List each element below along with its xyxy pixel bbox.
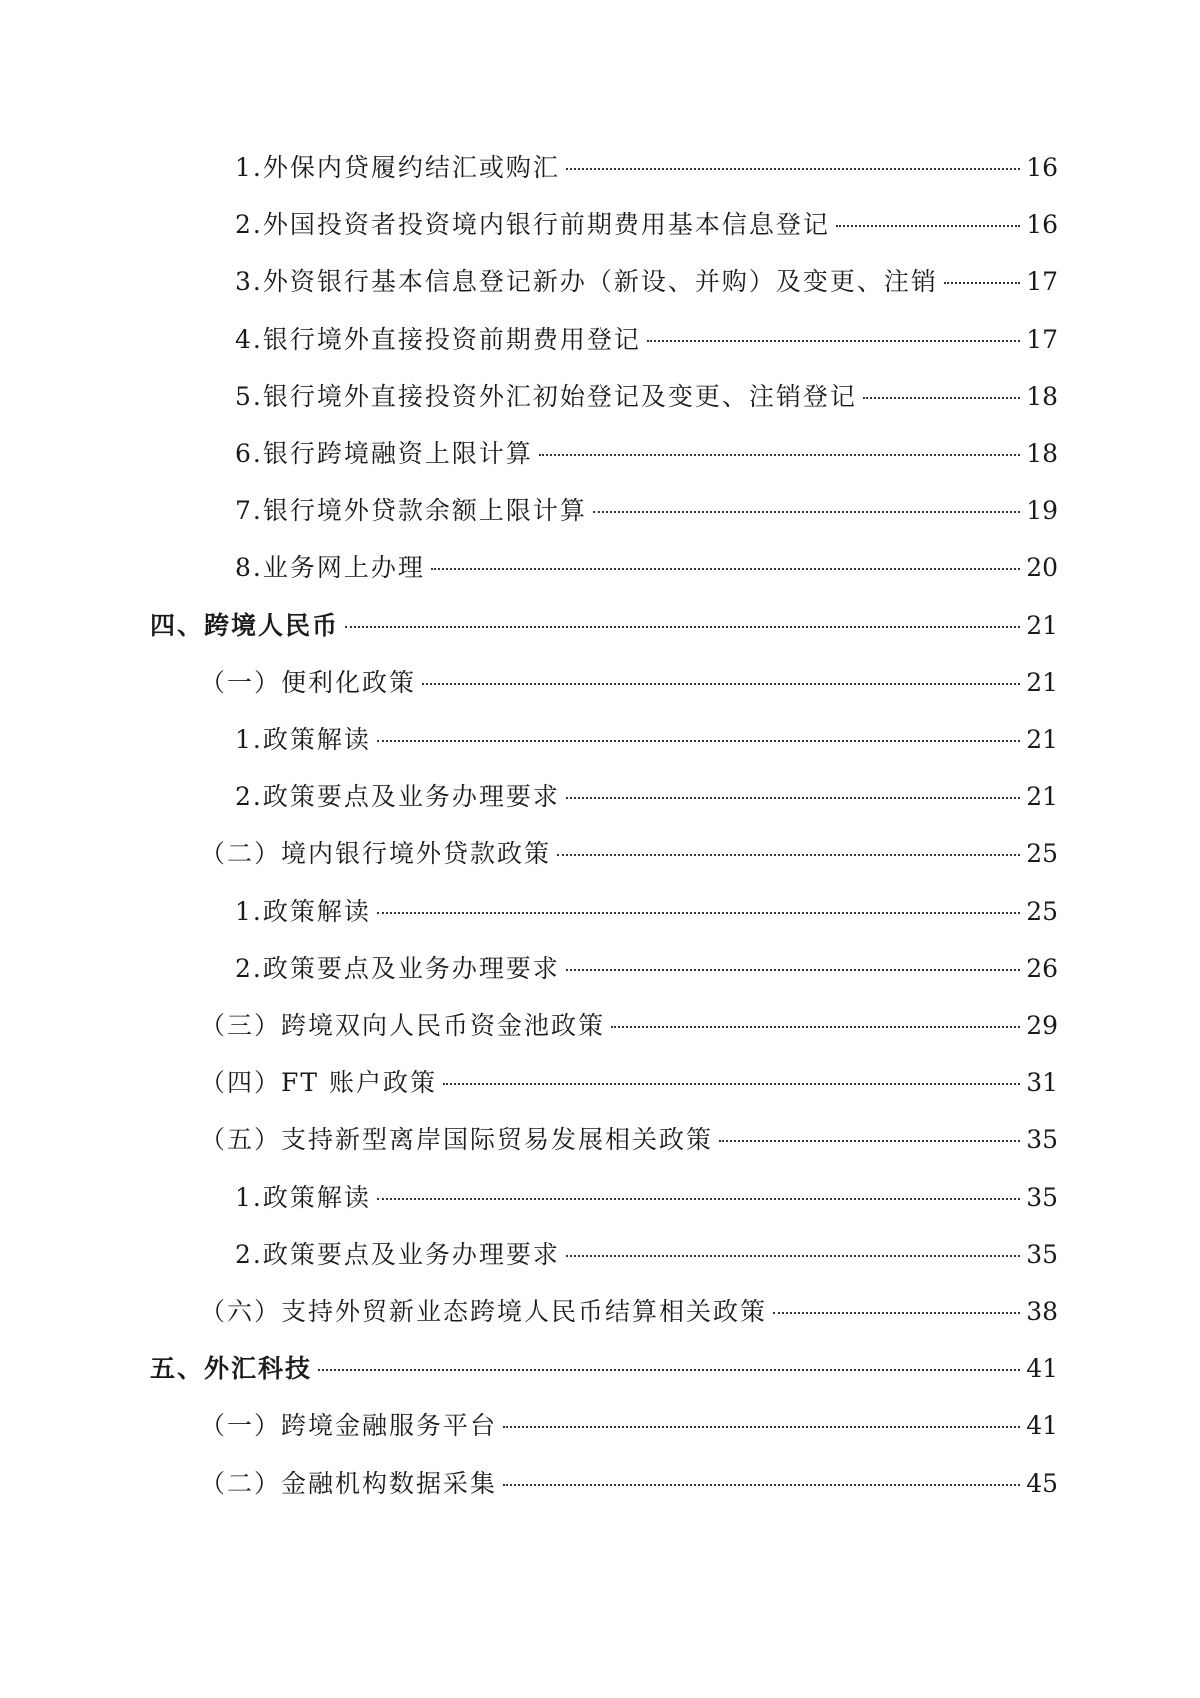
toc-entry-title: （一）跨境金融服务平台 xyxy=(200,1411,498,1440)
toc-entry[interactable] xyxy=(200,663,1058,703)
toc-entry[interactable] xyxy=(200,1120,1058,1160)
dot-leader xyxy=(593,511,1020,513)
toc-entry-page-number: 18 xyxy=(1026,382,1058,411)
toc-entry[interactable] xyxy=(200,1464,1058,1504)
dot-leader xyxy=(719,1140,1020,1142)
dot-leader xyxy=(557,854,1020,856)
toc-entry-page-number: 41 xyxy=(1026,1354,1058,1383)
toc-entry-page-number: 25 xyxy=(1026,897,1058,926)
toc-entry-title: 1.政策解读 xyxy=(235,1183,371,1212)
toc-entry[interactable] xyxy=(235,720,1058,760)
toc-entry[interactable] xyxy=(235,892,1058,932)
dot-leader xyxy=(422,683,1020,685)
toc-entry[interactable] xyxy=(235,205,1058,245)
toc-entry[interactable] xyxy=(235,320,1058,360)
toc-entry-title: （二）境内银行境外贷款政策 xyxy=(200,839,552,868)
toc-entry-title: （二）金融机构数据采集 xyxy=(200,1469,498,1498)
toc-entry[interactable] xyxy=(235,949,1058,989)
dot-leader xyxy=(345,626,1020,628)
toc-entry-title: 2.政策要点及业务办理要求 xyxy=(235,954,560,983)
toc-entry[interactable] xyxy=(235,777,1058,817)
dot-leader xyxy=(431,568,1020,570)
toc-entry-page-number: 16 xyxy=(1026,153,1058,182)
toc-entry-page-number: 18 xyxy=(1026,439,1058,468)
toc-entry-title: （四）FT 账户政策 xyxy=(200,1068,437,1097)
toc-entry[interactable] xyxy=(200,1406,1058,1446)
dot-leader xyxy=(836,225,1020,227)
toc-entry-page-number: 35 xyxy=(1026,1125,1058,1154)
toc-entry-page-number: 31 xyxy=(1026,1068,1058,1097)
toc-entry-title: 3.外资银行基本信息登记新办（新设、并购）及变更、注销 xyxy=(235,267,938,296)
toc-entry-title: 1.政策解读 xyxy=(235,897,371,926)
dot-leader xyxy=(503,1426,1020,1428)
toc-entry-page-number: 21 xyxy=(1026,668,1058,697)
toc-entry-page-number: 16 xyxy=(1026,210,1058,239)
dot-leader xyxy=(443,1083,1020,1085)
toc-entry-title: 8.业务网上办理 xyxy=(235,553,425,582)
toc-entry[interactable] xyxy=(235,491,1058,531)
toc-entry[interactable] xyxy=(235,262,1058,302)
toc-entry[interactable] xyxy=(200,834,1058,874)
toc-entry-title: 5.银行境外直接投资外汇初始登记及变更、注销登记 xyxy=(235,382,857,411)
toc-entry-title: 四、跨境人民币 xyxy=(150,611,340,640)
toc-entry-page-number: 45 xyxy=(1026,1469,1058,1498)
dot-leader xyxy=(318,1369,1020,1371)
toc-entry[interactable] xyxy=(235,1235,1058,1275)
dot-leader xyxy=(647,340,1020,342)
toc-entry-page-number: 20 xyxy=(1026,553,1058,582)
toc-entry-title: （三）跨境双向人民币资金池政策 xyxy=(200,1011,606,1040)
toc-entry-page-number: 19 xyxy=(1026,496,1058,525)
dot-leader xyxy=(611,1026,1020,1028)
dot-leader xyxy=(566,1255,1020,1257)
toc-entry-title: 4.银行境外直接投资前期费用登记 xyxy=(235,325,641,354)
dot-leader xyxy=(863,397,1020,399)
dot-leader xyxy=(503,1484,1020,1486)
toc-entry[interactable] xyxy=(150,606,1058,646)
dot-leader xyxy=(944,282,1020,284)
dot-leader xyxy=(566,797,1020,799)
toc-entry-title: 7.银行境外贷款余额上限计算 xyxy=(235,496,587,525)
dot-leader xyxy=(566,969,1020,971)
dot-leader xyxy=(773,1312,1020,1314)
toc-entry-title: （一）便利化政策 xyxy=(200,668,417,697)
toc-entry-title: 2.政策要点及业务办理要求 xyxy=(235,1240,560,1269)
toc-entry-title: （五）支持新型离岸国际贸易发展相关政策 xyxy=(200,1125,714,1154)
toc-entry[interactable] xyxy=(235,377,1058,417)
toc-entry[interactable] xyxy=(200,1006,1058,1046)
dot-leader xyxy=(377,912,1020,914)
toc-entry-page-number: 17 xyxy=(1026,267,1058,296)
toc-entry[interactable] xyxy=(150,1349,1058,1389)
toc-entry-page-number: 21 xyxy=(1026,725,1058,754)
toc-entry-page-number: 25 xyxy=(1026,839,1058,868)
toc-entry[interactable] xyxy=(200,1292,1058,1332)
toc-entry-title: 五、外汇科技 xyxy=(150,1354,313,1383)
toc-entry-page-number: 35 xyxy=(1026,1240,1058,1269)
toc-entry-page-number: 35 xyxy=(1026,1183,1058,1212)
toc-entry[interactable] xyxy=(235,548,1058,588)
toc-entry[interactable] xyxy=(200,1063,1058,1103)
toc-entry-page-number: 21 xyxy=(1026,611,1058,640)
toc-entry-title: 1.外保内贷履约结汇或购汇 xyxy=(235,153,560,182)
toc-entry-title: 1.政策解读 xyxy=(235,725,371,754)
dot-leader xyxy=(566,168,1020,170)
toc-entry-page-number: 17 xyxy=(1026,325,1058,354)
toc-entry-title: 2.外国投资者投资境内银行前期费用基本信息登记 xyxy=(235,210,830,239)
toc-entry-page-number: 26 xyxy=(1026,954,1058,983)
toc-entry[interactable] xyxy=(235,148,1058,188)
toc-entry-title: （六）支持外贸新业态跨境人民币结算相关政策 xyxy=(200,1297,768,1326)
toc-entry[interactable] xyxy=(235,1178,1058,1218)
toc-entry-page-number: 41 xyxy=(1026,1411,1058,1440)
dot-leader xyxy=(377,1198,1020,1200)
toc-entry-page-number: 29 xyxy=(1026,1011,1058,1040)
toc-entry-page-number: 21 xyxy=(1026,782,1058,811)
dot-leader xyxy=(539,454,1020,456)
dot-leader xyxy=(377,740,1020,742)
toc-entry-page-number: 38 xyxy=(1026,1297,1058,1326)
toc-entry-title: 2.政策要点及业务办理要求 xyxy=(235,782,560,811)
toc-entry[interactable] xyxy=(235,434,1058,474)
toc-entry-title: 6.银行跨境融资上限计算 xyxy=(235,439,533,468)
